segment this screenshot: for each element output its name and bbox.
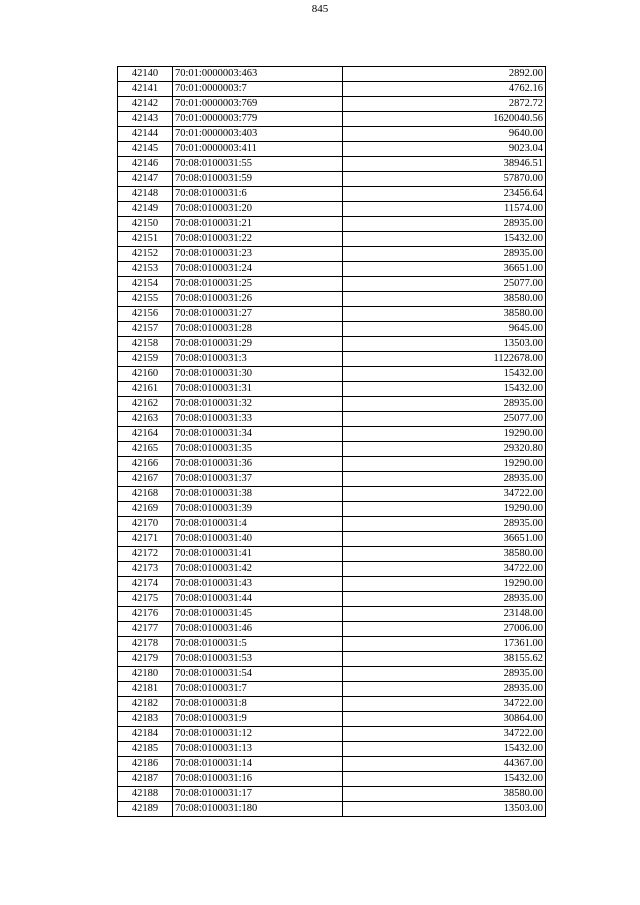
- cadastral-number-cell: 70:08:0100031:36: [173, 457, 343, 472]
- cadastral-number-cell: 70:08:0100031:13: [173, 742, 343, 757]
- row-number-cell: 42182: [118, 697, 173, 712]
- value-cell: 38946.51: [343, 157, 546, 172]
- value-cell: 23148.00: [343, 607, 546, 622]
- cadastral-number-cell: 70:08:0100031:44: [173, 592, 343, 607]
- cadastral-number-cell: 70:08:0100031:20: [173, 202, 343, 217]
- row-number-cell: 42152: [118, 247, 173, 262]
- value-cell: 28935.00: [343, 517, 546, 532]
- value-cell: 28935.00: [343, 682, 546, 697]
- row-number-cell: 42169: [118, 502, 173, 517]
- value-cell: 30864.00: [343, 712, 546, 727]
- table-row: [118, 322, 546, 337]
- row-number-cell: 42163: [118, 412, 173, 427]
- row-number-cell: 42177: [118, 622, 173, 637]
- row-number-cell: 42185: [118, 742, 173, 757]
- value-cell: 25077.00: [343, 277, 546, 292]
- row-number-cell: 42155: [118, 292, 173, 307]
- value-cell: 15432.00: [343, 772, 546, 787]
- row-number-cell: 42156: [118, 307, 173, 322]
- row-number-cell: 42157: [118, 322, 173, 337]
- row-number-cell: 42149: [118, 202, 173, 217]
- value-cell: 9023.04: [343, 142, 546, 157]
- page-number: 845: [311, 3, 329, 15]
- cadastral-number-cell: 70:01:0000003:463: [173, 67, 343, 82]
- cadastral-number-cell: 70:08:0100031:46: [173, 622, 343, 637]
- row-number-cell: 42145: [118, 142, 173, 157]
- table-row: [118, 607, 546, 622]
- value-cell: 15432.00: [343, 382, 546, 397]
- value-cell: 38580.00: [343, 547, 546, 562]
- cadastral-number-cell: 70:08:0100031:41: [173, 547, 343, 562]
- cadastral-number-cell: 70:08:0100031:37: [173, 472, 343, 487]
- value-cell: 28935.00: [343, 667, 546, 682]
- cadastral-number-cell: 70:08:0100031:34: [173, 427, 343, 442]
- row-number-cell: 42174: [118, 577, 173, 592]
- cadastral-number-cell: 70:08:0100031:43: [173, 577, 343, 592]
- table-row: [118, 667, 546, 682]
- value-cell: 2892.00: [343, 67, 546, 82]
- cadastral-number-cell: 70:01:0000003:403: [173, 127, 343, 142]
- cadastral-number-cell: 70:08:0100031:5: [173, 637, 343, 652]
- cadastral-value-table: [117, 66, 546, 817]
- value-cell: 9640.00: [343, 127, 546, 142]
- table-row: [118, 127, 546, 142]
- row-number-cell: 42162: [118, 397, 173, 412]
- value-cell: 38580.00: [343, 307, 546, 322]
- value-cell: 34722.00: [343, 562, 546, 577]
- table-row: [118, 772, 546, 787]
- row-number-cell: 42167: [118, 472, 173, 487]
- row-number-cell: 42148: [118, 187, 173, 202]
- row-number-cell: 42153: [118, 262, 173, 277]
- table-body: [118, 67, 546, 817]
- row-number-cell: 42176: [118, 607, 173, 622]
- row-number-cell: 42161: [118, 382, 173, 397]
- cadastral-number-cell: 70:08:0100031:30: [173, 367, 343, 382]
- table-row: [118, 202, 546, 217]
- value-cell: 23456.64: [343, 187, 546, 202]
- table-row: [118, 457, 546, 472]
- cadastral-number-cell: 70:08:0100031:40: [173, 532, 343, 547]
- value-cell: 19290.00: [343, 427, 546, 442]
- cadastral-number-cell: 70:08:0100031:8: [173, 697, 343, 712]
- row-number-cell: 42151: [118, 232, 173, 247]
- row-number-cell: 42173: [118, 562, 173, 577]
- table-row: [118, 742, 546, 757]
- table-row: [118, 757, 546, 772]
- table-row: [118, 307, 546, 322]
- cadastral-number-cell: 70:08:0100031:14: [173, 757, 343, 772]
- row-number-cell: 42166: [118, 457, 173, 472]
- table-row: [118, 172, 546, 187]
- value-cell: 17361.00: [343, 637, 546, 652]
- row-number-cell: 42184: [118, 727, 173, 742]
- table-row: [118, 517, 546, 532]
- table-row: [118, 292, 546, 307]
- cadastral-number-cell: 70:08:0100031:6: [173, 187, 343, 202]
- value-cell: 27006.00: [343, 622, 546, 637]
- value-cell: 38155.62: [343, 652, 546, 667]
- cadastral-number-cell: 70:08:0100031:38: [173, 487, 343, 502]
- row-number-cell: 42164: [118, 427, 173, 442]
- cadastral-number-cell: 70:08:0100031:33: [173, 412, 343, 427]
- value-cell: 38580.00: [343, 787, 546, 802]
- row-number-cell: 42170: [118, 517, 173, 532]
- row-number-cell: 42189: [118, 802, 173, 817]
- value-cell: 13503.00: [343, 802, 546, 817]
- table-row: [118, 697, 546, 712]
- cadastral-number-cell: 70:08:0100031:42: [173, 562, 343, 577]
- table-row: [118, 532, 546, 547]
- row-number-cell: 42181: [118, 682, 173, 697]
- cadastral-number-cell: 70:08:0100031:35: [173, 442, 343, 457]
- table-row: [118, 247, 546, 262]
- cadastral-number-cell: 70:08:0100031:29: [173, 337, 343, 352]
- table-row: [118, 622, 546, 637]
- value-cell: 57870.00: [343, 172, 546, 187]
- row-number-cell: 42171: [118, 532, 173, 547]
- table-row: [118, 442, 546, 457]
- cadastral-number-cell: 70:08:0100031:9: [173, 712, 343, 727]
- cadastral-number-cell: 70:08:0100031:26: [173, 292, 343, 307]
- value-cell: 19290.00: [343, 457, 546, 472]
- row-number-cell: 42144: [118, 127, 173, 142]
- cadastral-number-cell: 70:08:0100031:53: [173, 652, 343, 667]
- row-number-cell: 42175: [118, 592, 173, 607]
- row-number-cell: 42147: [118, 172, 173, 187]
- cadastral-number-cell: 70:08:0100031:23: [173, 247, 343, 262]
- row-number-cell: 42158: [118, 337, 173, 352]
- value-cell: 29320.80: [343, 442, 546, 457]
- cadastral-number-cell: 70:01:0000003:779: [173, 112, 343, 127]
- table-row: [118, 637, 546, 652]
- table-row: [118, 577, 546, 592]
- cadastral-number-cell: 70:01:0000003:7: [173, 82, 343, 97]
- table-row: [118, 412, 546, 427]
- value-cell: 36651.00: [343, 262, 546, 277]
- value-cell: 28935.00: [343, 397, 546, 412]
- row-number-cell: 42142: [118, 97, 173, 112]
- row-number-cell: 42172: [118, 547, 173, 562]
- value-cell: 28935.00: [343, 472, 546, 487]
- value-cell: 28935.00: [343, 217, 546, 232]
- row-number-cell: 42160: [118, 367, 173, 382]
- value-cell: 11574.00: [343, 202, 546, 217]
- table-row: [118, 157, 546, 172]
- cadastral-number-cell: 70:08:0100031:16: [173, 772, 343, 787]
- cadastral-number-cell: 70:08:0100031:45: [173, 607, 343, 622]
- value-cell: 1122678.00: [343, 352, 546, 367]
- table-row: [118, 262, 546, 277]
- table-row: [118, 547, 546, 562]
- cadastral-number-cell: 70:08:0100031:3: [173, 352, 343, 367]
- cadastral-number-cell: 70:08:0100031:12: [173, 727, 343, 742]
- cadastral-number-cell: 70:08:0100031:17: [173, 787, 343, 802]
- table-row: [118, 232, 546, 247]
- table-row: [118, 142, 546, 157]
- value-cell: 15432.00: [343, 742, 546, 757]
- cadastral-number-cell: 70:01:0000003:411: [173, 142, 343, 157]
- row-number-cell: 42165: [118, 442, 173, 457]
- value-cell: 2872.72: [343, 97, 546, 112]
- cadastral-number-cell: 70:08:0100031:25: [173, 277, 343, 292]
- value-cell: 1620040.56: [343, 112, 546, 127]
- row-number-cell: 42180: [118, 667, 173, 682]
- cadastral-number-cell: 70:08:0100031:54: [173, 667, 343, 682]
- row-number-cell: 42141: [118, 82, 173, 97]
- cadastral-number-cell: 70:08:0100031:4: [173, 517, 343, 532]
- table-row: [118, 487, 546, 502]
- value-cell: 44367.00: [343, 757, 546, 772]
- table-row: [118, 187, 546, 202]
- row-number-cell: 42187: [118, 772, 173, 787]
- row-number-cell: 42146: [118, 157, 173, 172]
- table-row: [118, 397, 546, 412]
- table-row: [118, 682, 546, 697]
- table-row: [118, 112, 546, 127]
- table-row: [118, 82, 546, 97]
- cadastral-number-cell: 70:08:0100031:39: [173, 502, 343, 517]
- table-row: [118, 712, 546, 727]
- value-cell: 15432.00: [343, 367, 546, 382]
- row-number-cell: 42188: [118, 787, 173, 802]
- row-number-cell: 42150: [118, 217, 173, 232]
- row-number-cell: 42179: [118, 652, 173, 667]
- cadastral-number-cell: 70:08:0100031:31: [173, 382, 343, 397]
- row-number-cell: 42186: [118, 757, 173, 772]
- cadastral-number-cell: 70:08:0100031:180: [173, 802, 343, 817]
- table-row: [118, 562, 546, 577]
- cadastral-number-cell: 70:08:0100031:59: [173, 172, 343, 187]
- value-cell: 36651.00: [343, 532, 546, 547]
- row-number-cell: 42178: [118, 637, 173, 652]
- row-number-cell: 42168: [118, 487, 173, 502]
- table-row: [118, 382, 546, 397]
- cadastral-number-cell: 70:08:0100031:21: [173, 217, 343, 232]
- cadastral-number-cell: 70:08:0100031:55: [173, 157, 343, 172]
- value-cell: 28935.00: [343, 247, 546, 262]
- value-cell: 34722.00: [343, 487, 546, 502]
- table-row: [118, 367, 546, 382]
- table-row: [118, 592, 546, 607]
- row-number-cell: 42143: [118, 112, 173, 127]
- table-row: [118, 802, 546, 817]
- value-cell: 28935.00: [343, 592, 546, 607]
- table-row: [118, 352, 546, 367]
- cadastral-number-cell: 70:08:0100031:7: [173, 682, 343, 697]
- value-cell: 19290.00: [343, 577, 546, 592]
- row-number-cell: 42154: [118, 277, 173, 292]
- row-number-cell: 42140: [118, 67, 173, 82]
- value-cell: 25077.00: [343, 412, 546, 427]
- value-cell: 15432.00: [343, 232, 546, 247]
- row-number-cell: 42183: [118, 712, 173, 727]
- table-row: [118, 427, 546, 442]
- cadastral-number-cell: 70:08:0100031:28: [173, 322, 343, 337]
- row-number-cell: 42159: [118, 352, 173, 367]
- table-row: [118, 502, 546, 517]
- table-row: [118, 67, 546, 82]
- cadastral-number-cell: 70:08:0100031:27: [173, 307, 343, 322]
- table-row: [118, 787, 546, 802]
- cadastral-number-cell: 70:08:0100031:22: [173, 232, 343, 247]
- value-cell: 9645.00: [343, 322, 546, 337]
- table-row: [118, 217, 546, 232]
- table-row: [118, 472, 546, 487]
- table-row: [118, 277, 546, 292]
- value-cell: 34722.00: [343, 727, 546, 742]
- value-cell: 34722.00: [343, 697, 546, 712]
- table-row: [118, 652, 546, 667]
- cadastral-number-cell: 70:08:0100031:32: [173, 397, 343, 412]
- table-row: [118, 727, 546, 742]
- value-cell: 13503.00: [343, 337, 546, 352]
- cadastral-number-cell: 70:01:0000003:769: [173, 97, 343, 112]
- value-cell: 4762.16: [343, 82, 546, 97]
- value-cell: 38580.00: [343, 292, 546, 307]
- value-cell: 19290.00: [343, 502, 546, 517]
- table-row: [118, 337, 546, 352]
- cadastral-number-cell: 70:08:0100031:24: [173, 262, 343, 277]
- table-row: [118, 97, 546, 112]
